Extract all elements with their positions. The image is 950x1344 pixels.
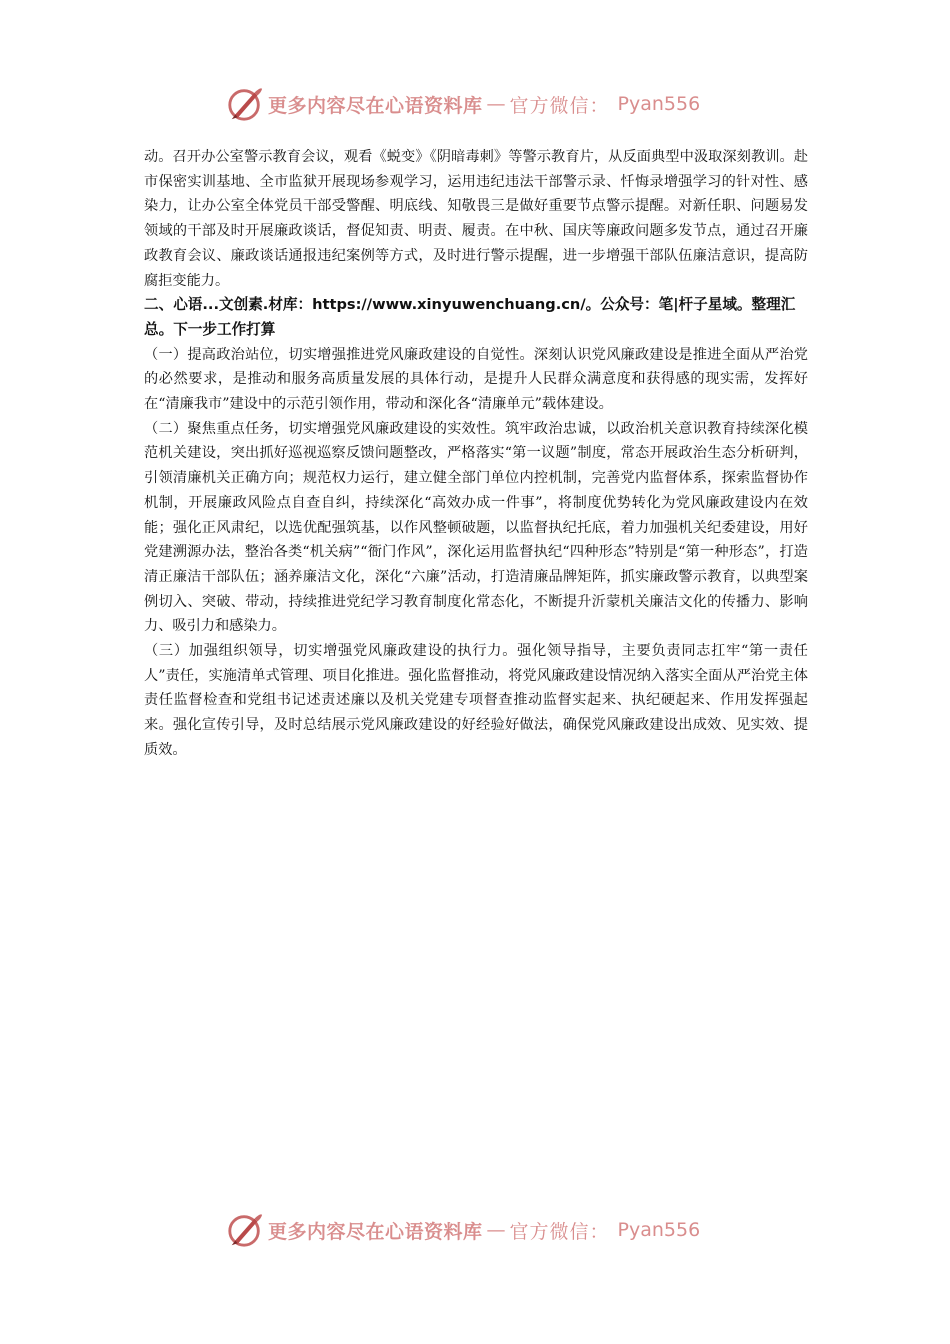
- watermark-sub-text: 官方微信：: [509, 1220, 610, 1243]
- document-body: [144, 145, 808, 763]
- quill-logo-icon: [226, 85, 264, 123]
- paragraph-3: （三）加强组织领导，切实增强党风廉政建设的执行力。强化领导指导，主要负责同志扛牢“第一责任人”责任，实施清单式管理、项目化推进。强化监督推动，将党风廉政建设情况纳入落实全面从严治党主体责任监督检查和党组书记述责述廉以及机关党建专项督查推动监督实起来、执纪硬起来、作用发挥强起来。强化宣传引导，及时总结展示党风廉政建设的好经验好做法，确保党风廉政建设出成效、见实效、提质效。: [144, 643, 808, 758]
- watermark-main-text: 更多内容尽在心语资料库: [268, 94, 483, 117]
- watermark-separator: —: [486, 1219, 506, 1241]
- watermark-wechat-id: Pyan556: [617, 1219, 701, 1241]
- watermark-main-text: 更多内容尽在心语资料库: [268, 1220, 483, 1243]
- paragraph-continued: 动。召开办公室警示教育会议，观看《蜕变》《阴暗毒刺》等警示教育片，从反面典型中汲取深刻教训。赴市保密实训基地、全市监狱开展现场参观学习，运用违纪违法干部警示录、忏悔录增强学习的针对性、感染力，让办公室全体党员干部受警醒、明底线、知敬畏三是做好重要节点警示提醒。对新任职、问题易发领域的干部及时开展廉政谈话，督促知责、明责、履责。在中秋、国庆等廉政问题多发节点，通过召开廉政教育会议、廉政谈话通报违纪案例等方式，及时进行警示提醒，进一步增强干部队伍廉洁意识，提高防腐拒变能力。: [144, 149, 808, 289]
- quill-logo-icon: [226, 1211, 264, 1249]
- paragraph-1: （一）提高政治站位，切实增强推进党风廉政建设的自觉性。深刻认识党风廉政建设是推进全面从严治党的必然要求，是推动和服务高质量发展的具体行动，是提升人民群众满意度和获得感的现实需，发挥好在“清廉我市”建设中的示范引领作用，带动和深化各“清廉单元”载体建设。: [144, 346, 808, 413]
- paragraph-2: （二）聚焦重点任务，切实增强党风廉政建设的实效性。筑牢政治忠诚，以政治机关意识教育持续深化模范机关建设，突出抓好巡视巡察反馈问题整改，严格落实“第一议题”制度，常态开展政治生态分析研判，引领清廉机关正确方向；规范权力运行，建立健全部门单位内控机制，完善党内监督体系，探索监督协作机制，开展廉政风险点自查自纠，持续深化“高效办成一件事”，将制度优势转化为党风廉政建设内在效能；强化正风肃纪，以选优配强筑基，以作风整顿破题，以监督执纪托底，着力加强机关纪委建设，用好党建溯源办法，整治各类“机关病”“衙门作风”，深化运用监督执纪“四种形态”特别是“第一种形态”，打造清正廉洁干部队伍；涵养廉洁文化，深化“六廉”活动，打造清廉品牌矩阵，抓实廉政警示教育，以典型案例切入、突破、带动，持续推进党纪学习教育制度化常态化，不断提升沂蒙机关廉洁文化的传播力、影响力、吸引力和感染力。: [144, 420, 808, 635]
- header-watermark: [226, 84, 700, 124]
- watermark-separator: —: [486, 93, 506, 115]
- watermark-sub-text: 官方微信：: [509, 94, 610, 117]
- footer-watermark: [226, 1210, 700, 1250]
- section-heading: 二、心语...文创素.材库：https://www.xinyuwenchuang.cn/。公众号：笔|杆子星域。整理汇总。下一步工作打算: [144, 296, 796, 338]
- watermark-wechat-id: Pyan556: [617, 93, 701, 115]
